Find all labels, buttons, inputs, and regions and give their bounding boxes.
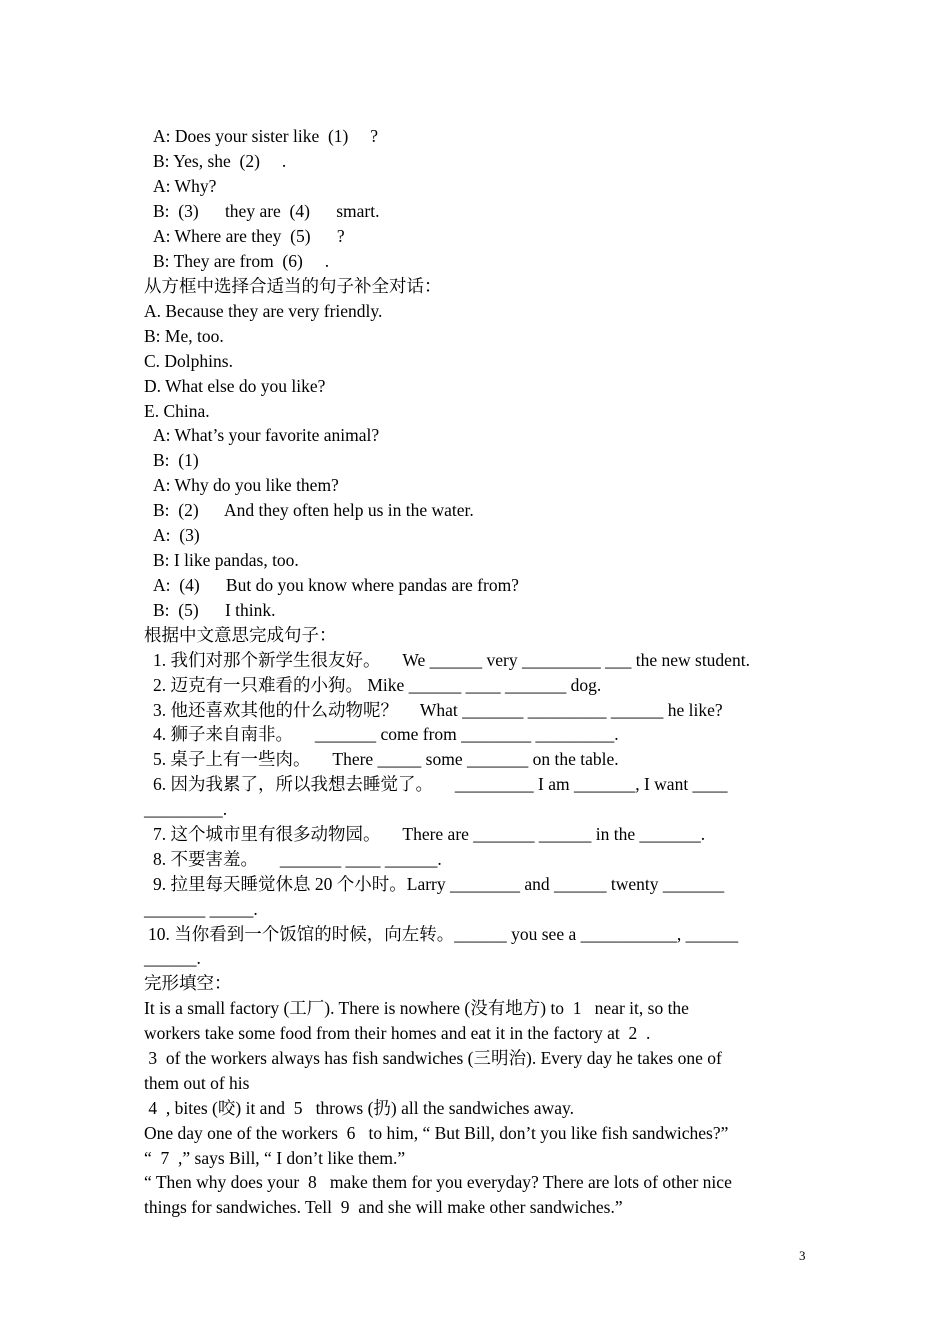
dialogue1-line: A: Where are they (5) ?: [153, 226, 345, 246]
section-heading-cloze: 完形填空：: [144, 973, 232, 993]
translate-line: 1. 我们对那个新学生很友好。 We ______ very _________ ___ the new student.: [153, 650, 750, 670]
dialogue2-line: B: (1): [153, 450, 199, 470]
dialogue2-line: B: I like pandas, too.: [153, 550, 299, 570]
option-line: E. China.: [144, 401, 210, 421]
dialogue2-line: A: (3): [153, 525, 200, 545]
translate-line: _________.: [144, 799, 228, 819]
translate-line: 9. 拉里每天睡觉休息 20 个小时。Larry ________ and ______ twenty _______: [153, 874, 725, 894]
dialogue2-line: A: Why do you like them?: [153, 475, 339, 495]
section-heading-translate: 根据中文意思完成句子：: [144, 625, 337, 645]
cloze-line: 3 of the workers always has fish sandwiches (三明治). Every day he takes one of: [144, 1048, 722, 1068]
option-line: C. Dolphins.: [144, 351, 233, 371]
translate-line: 2. 迈克有一只难看的小狗。 Mike ______ ____ _______ dog.: [153, 675, 602, 695]
cloze-line: One day one of the workers 6 to him, “ But Bill, don’t you like fish sandwiches?”: [144, 1123, 729, 1143]
translate-line: 5. 桌子上有一些肉。 There _____ some _______ on the table.: [153, 749, 619, 769]
option-line: A. Because they are very friendly.: [144, 301, 383, 321]
translate-line: 7. 这个城市里有很多动物园。 There are _______ ______ in the _______.: [153, 824, 706, 844]
translate-line: 4. 狮子来自南非。 _______ come from ________ _________.: [153, 724, 619, 744]
cloze-line: things for sandwiches. Tell 9 and she will make other sandwiches.”: [144, 1197, 623, 1217]
cloze-line: “ 7 ,” says Bill, “ I don’t like them.”: [144, 1148, 406, 1168]
cloze-line: It is a small factory (工厂). There is nowhere (没有地方) to 1 near it, so the: [144, 998, 689, 1018]
dialogue1-line: B: Yes, she (2) .: [153, 151, 287, 171]
dialogue2-line: B: (2) And they often help us in the water.: [153, 500, 474, 520]
cloze-line: them out of his: [144, 1073, 250, 1093]
dialogue2-line: A: What’s your favorite animal?: [153, 425, 380, 445]
cloze-line: “ Then why does your 8 make them for you everyday? There are lots of other nice: [144, 1172, 732, 1192]
page-number: 3: [799, 1248, 806, 1263]
dialogue1-line: A: Does your sister like (1) ?: [153, 126, 379, 146]
dialogue2-line: B: (5) I think.: [153, 600, 276, 620]
section-heading-choose: 从方框中选择合适当的句子补全对话：: [144, 276, 442, 296]
option-line: D. What else do you like?: [144, 376, 326, 396]
cloze-line: workers take some food from their homes and eat it in the factory at 2 .: [144, 1023, 651, 1043]
dialogue1-line: A: Why?: [153, 176, 217, 196]
dialogue2-line: A: (4) But do you know where pandas are from?: [153, 575, 519, 595]
translate-line: 8. 不要害羞。 _______ ____ ______.: [153, 849, 442, 869]
translate-line: 6. 因为我累了，所以我想去睡觉了。 _________ I am _______, I want ____: [153, 774, 728, 794]
cloze-line: 4 , bites (咬) it and 5 throws (扔) all the sandwiches away.: [144, 1098, 574, 1118]
translate-line: 3. 他还喜欢其他的什么动物呢？ What _______ _________ ______ he like?: [153, 700, 723, 720]
dialogue1-line: B: (3) they are (4) smart.: [153, 201, 380, 221]
translate-line: ______.: [144, 948, 201, 968]
translate-line: _______ _____.: [144, 899, 258, 919]
translate-line: 10. 当你看到一个饭馆的时候，向左转。______ you see a ___________, ______: [148, 924, 739, 944]
dialogue1-line: B: They are from (6) .: [153, 251, 330, 271]
option-line: B: Me, too.: [144, 326, 224, 346]
